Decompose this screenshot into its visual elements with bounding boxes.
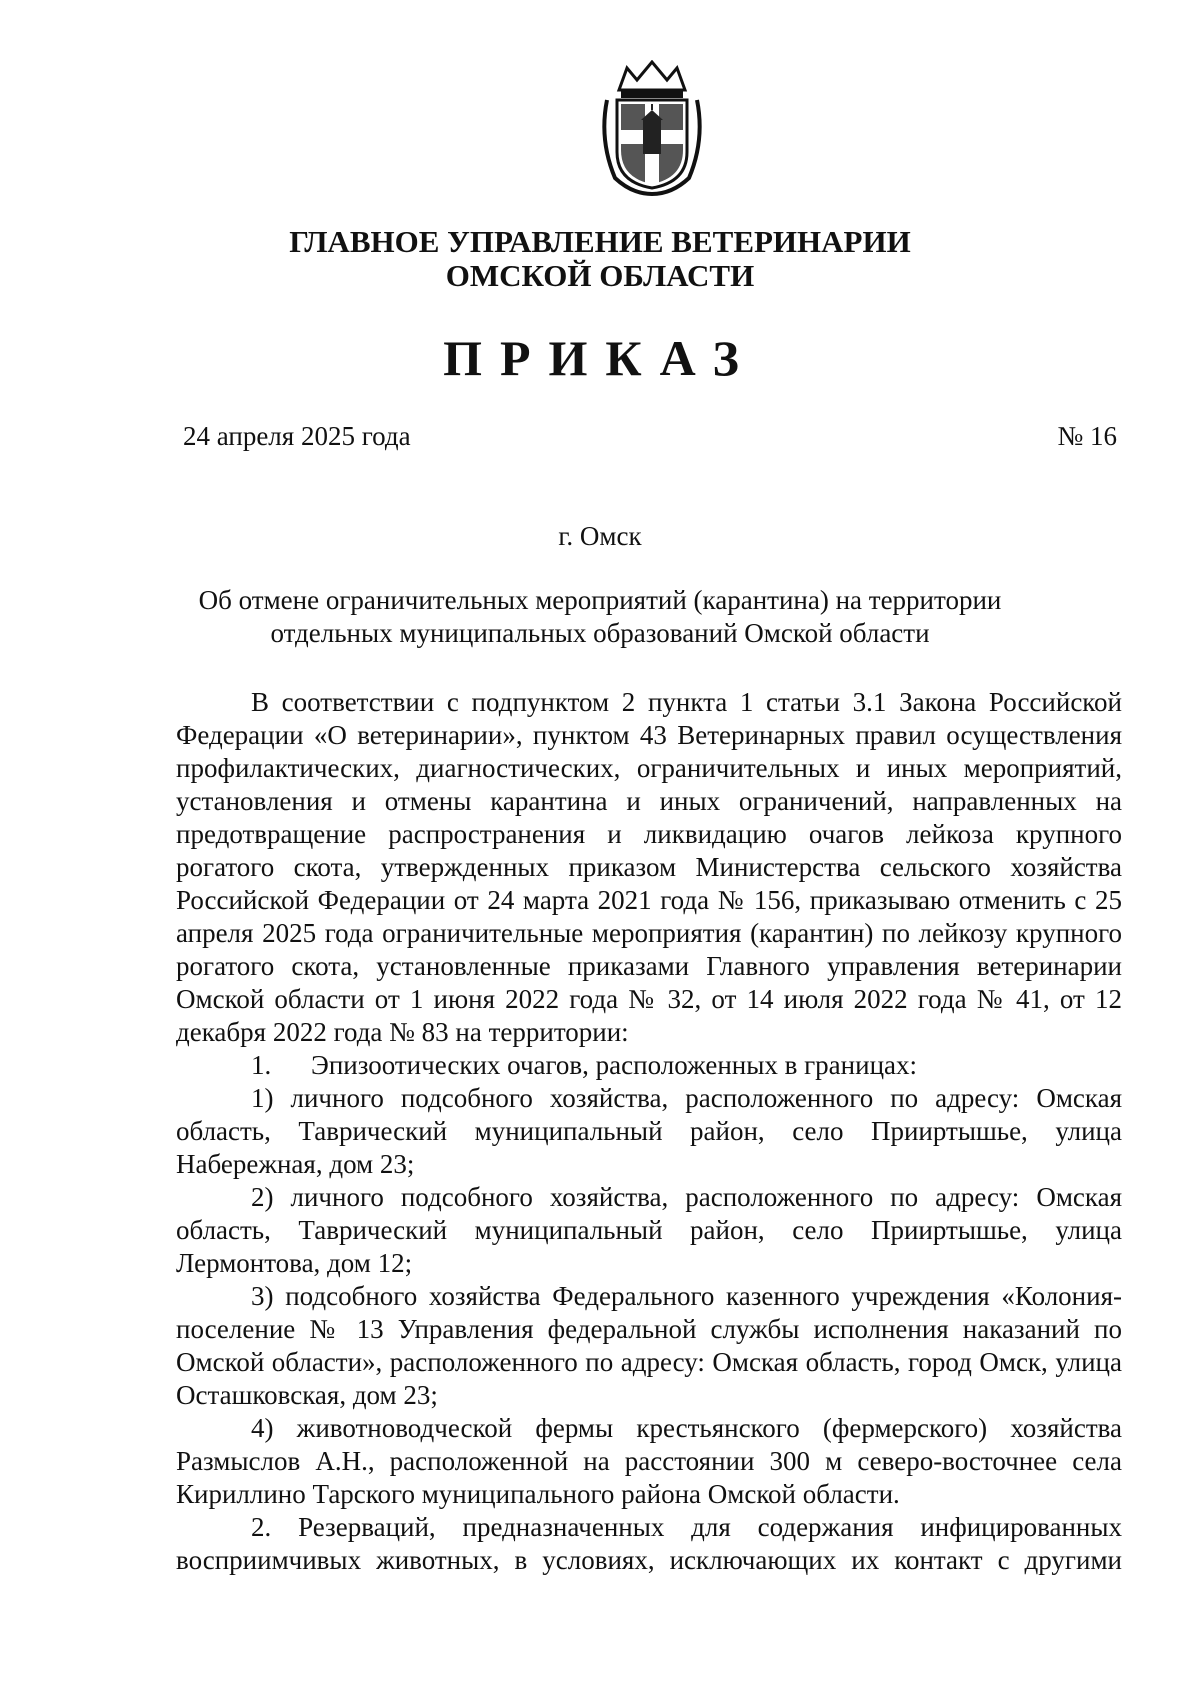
item-1 (176, 1049, 1122, 1082)
subitem-3: 3) подсобного хозяйства Федерального казенного учреждения «Колония-поселение № 13 Управления федеральной службы исполнения наказаний по Омской области», расположенного по адресу: Омская область, город Омск, улица Осташковская, дом 23; (176, 1281, 1122, 1410)
subject-line-2: отдельных муниципальных образований Омской области (270, 618, 930, 648)
document-number: № 16 (1057, 421, 1117, 451)
subject-line-1: Об отмене ограничительных мероприятий (карантина) на территории (198, 585, 1002, 615)
subitem-2: 2) личного подсобного хозяйства, расположенного по адресу: Омская область, Таврический муниципальный район, село Прииртышье, улица Лермонтова, дом 12; (176, 1182, 1122, 1278)
item-2: 2. Резерваций, предназначенных для содержания инфицированных восприимчивых животных, в условиях, исключающих их контакт с другими (176, 1512, 1122, 1575)
organization-name-line-1: ГЛАВНОЕ УПРАВЛЕНИЕ ВЕТЕРИНАРИИ (289, 224, 911, 259)
organization-name-line-2: ОМСКОЙ ОБЛАСТИ (445, 258, 755, 293)
document-body (176, 686, 1122, 1577)
document-date: 24 апреля 2025 года (183, 421, 411, 451)
preamble-paragraph: В соответствии с подпунктом 2 пункта 1 статьи 3.1 Закона Российской Федерации «О ветеринарии», пунктом 43 Ветеринарных правил осуществления профилактических, диагностических, ограничительных и иных мероприятий, установления и отмены карантина и иных ограничений, направленных на предотвращение распространения и ликвидацию очагов лейкоза крупного рогатого скота, утвержденных приказом Министерства сельского хозяйства Российской Федерации от 24 марта 2021 года № 156, приказываю отменить с 25 апреля 2025 года ограничительные мероприятия (карантин) по лейкозу крупного рогатого скота, установленные приказами Главного управления ветеринарии Омской области от 1 июня 2022 года № 32, от 14 июля 2022 года № 41, от 12 декабря 2022 года № 83 на территории: (176, 687, 1122, 1047)
item-1-number: 1. (251, 1050, 272, 1080)
document-type-title: ПРИКАЗ (443, 330, 757, 386)
item-1-text: Эпизоотических очагов, расположенных в границах: (311, 1050, 917, 1080)
document-city: г. Омск (558, 521, 642, 551)
subitem-4: 4) животноводческой фермы крестьянского (фермерского) хозяйства Размыслов А.Н., расположенной на расстоянии 300 м северо-восточнее села Кириллино Тарского муниципального района Омской области. (176, 1413, 1122, 1509)
subitem-1: 1) личного подсобного хозяйства, расположенного по адресу: Омская область, Таврический муниципальный район, село Прииртышье, улица Набережная, дом 23; (176, 1083, 1122, 1179)
document-subject (150, 584, 1050, 650)
omsk-region-coat-of-arms-icon (597, 60, 707, 196)
